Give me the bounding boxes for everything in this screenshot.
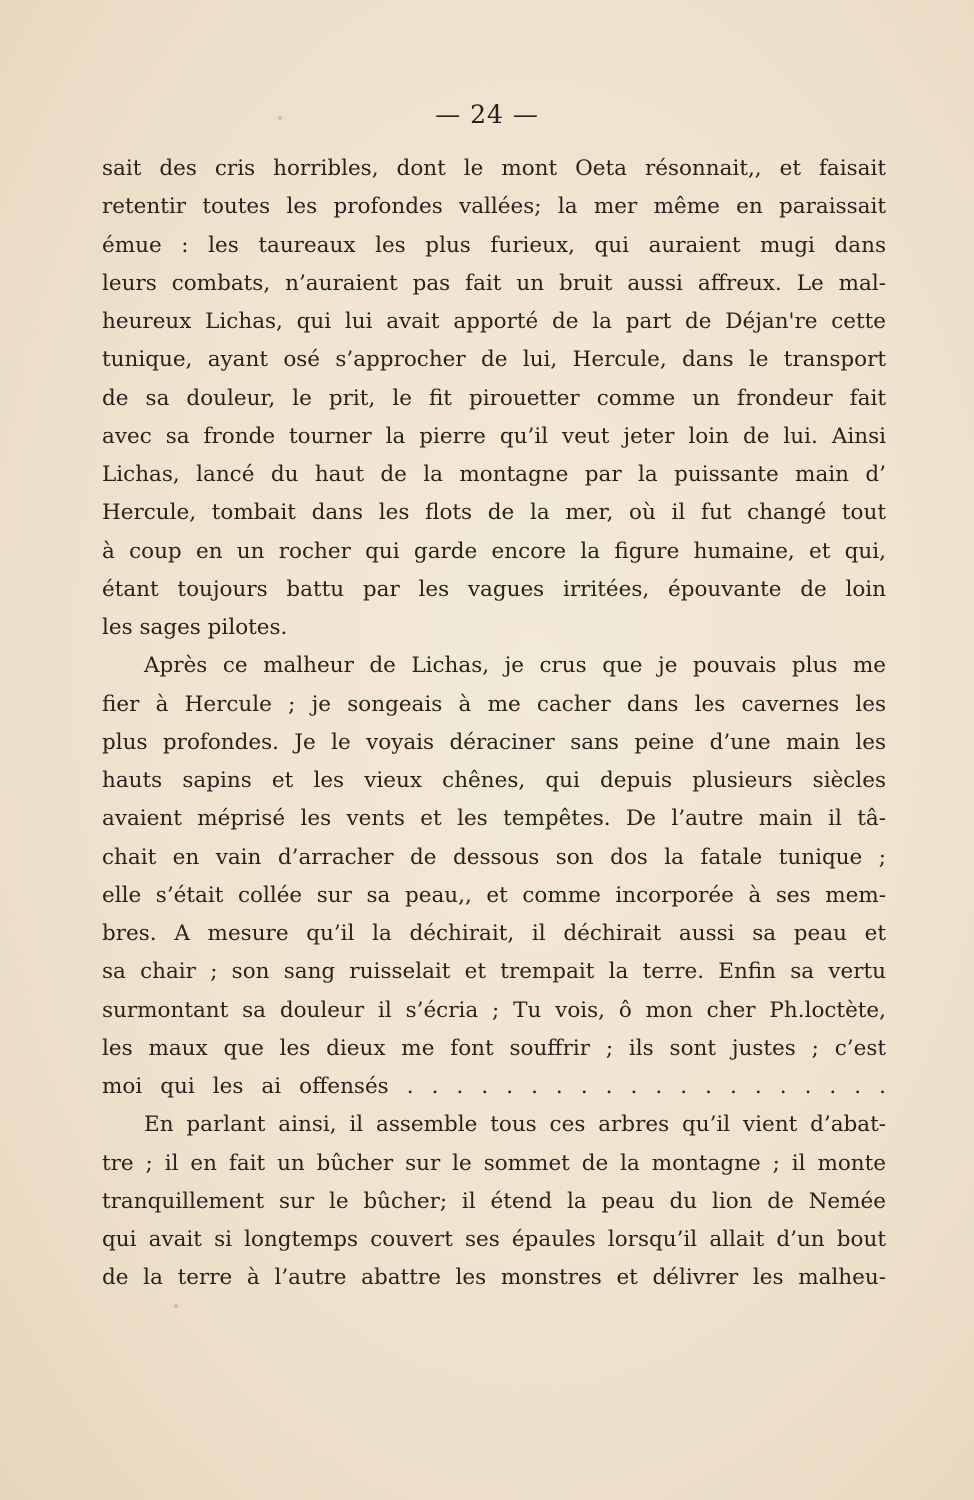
text-line: tunique, ayant osé s’approcher de lui, Hercule, dans le transport	[102, 347, 886, 373]
text-line: à coup en un rocher qui garde encore la figure humaine, et qui,	[102, 538, 886, 564]
text-line: Hercule, tombait dans les flots de la mer, où il fut changé tout	[102, 500, 886, 526]
text-line: tranquillement sur le bûcher; il étend la peau du lion de Nemée	[102, 1188, 886, 1214]
text-line: tre ; il en fait un bûcher sur le sommet de la montagne ; il monte	[102, 1150, 886, 1176]
text-line: surmontant sa douleur il s’écria ; Tu vois, ô mon cher Ph.loctète,	[102, 997, 886, 1023]
text-line: elle s’était collée sur sa peau,, et comme incorporée à ses mem-	[102, 882, 886, 908]
text-line: étant toujours battu par les vagues irritées, épouvante de loin	[102, 576, 886, 602]
paragraph-first-line: Après ce malheur de Lichas, je crus que je pouvais plus me	[144, 653, 886, 679]
text-line: qui avait si longtemps couvert ses épaules lorsqu’il allait d’un bout	[102, 1227, 886, 1252]
text-line: heureux Lichas, qui lui avait apporté de la part de Déjan're cette	[102, 309, 886, 334]
text-line: de la terre à l’autre abattre les monstres et délivrer les malheu-	[102, 1265, 886, 1291]
page-number: — 24 —	[435, 100, 539, 129]
text-line: avaient méprisé les vents et les tempêtes. De l’autre main il tâ-	[102, 806, 886, 832]
paragraph-end-line: les sages pilotes.	[102, 615, 288, 640]
text-line: retentir toutes les profondes vallées; la mer même en paraissait	[102, 194, 886, 220]
paragraph-end-line: moi qui les ai offensés . . . . . . . . . . . . . . . . . . . .	[102, 1074, 886, 1099]
text-line: émue : les taureaux les plus furieux, qui auraient mugi dans	[102, 232, 886, 258]
text-line: fier à Hercule ; je songeais à me cacher dans les cavernes les	[102, 691, 886, 717]
text-line: sait des cris horribles, dont le mont Oeta résonnait,, et faisait	[102, 156, 886, 181]
text-line: sa chair ; son sang ruisselait et trempait la terre. Enfin sa vertu	[102, 959, 886, 985]
body-text	[102, 150, 886, 1298]
text-line: plus profondes. Je le voyais déraciner sans peine d’une main les	[102, 729, 886, 755]
text-line: les maux que les dieux me font souffrir ; ils sont justes ; c’est	[102, 1035, 886, 1061]
text-line: avec sa fronde tourner la pierre qu’il veut jeter loin de lui. Ainsi	[102, 423, 886, 449]
text-line: chait en vain d’arracher de dessous son dos la fatale tunique ;	[102, 844, 886, 870]
text-line: Lichas, lancé du haut de la montagne par la puissante main d’	[102, 462, 886, 487]
text-line: de sa douleur, le prit, le fit pirouetter comme un frondeur fait	[102, 385, 886, 411]
paragraph-first-line: En parlant ainsi, il assemble tous ces arbres qu’il vient d’abat-	[144, 1112, 886, 1138]
paper-speck	[174, 1304, 178, 1308]
text-line: leurs combats, n’auraient pas fait un bruit aussi affreux. Le mal-	[102, 270, 886, 296]
text-line: bres. A mesure qu’il la déchirait, il déchirait aussi sa peau et	[102, 921, 886, 946]
text-line: hauts sapins et les vieux chênes, qui depuis plusieurs siècles	[102, 768, 886, 793]
